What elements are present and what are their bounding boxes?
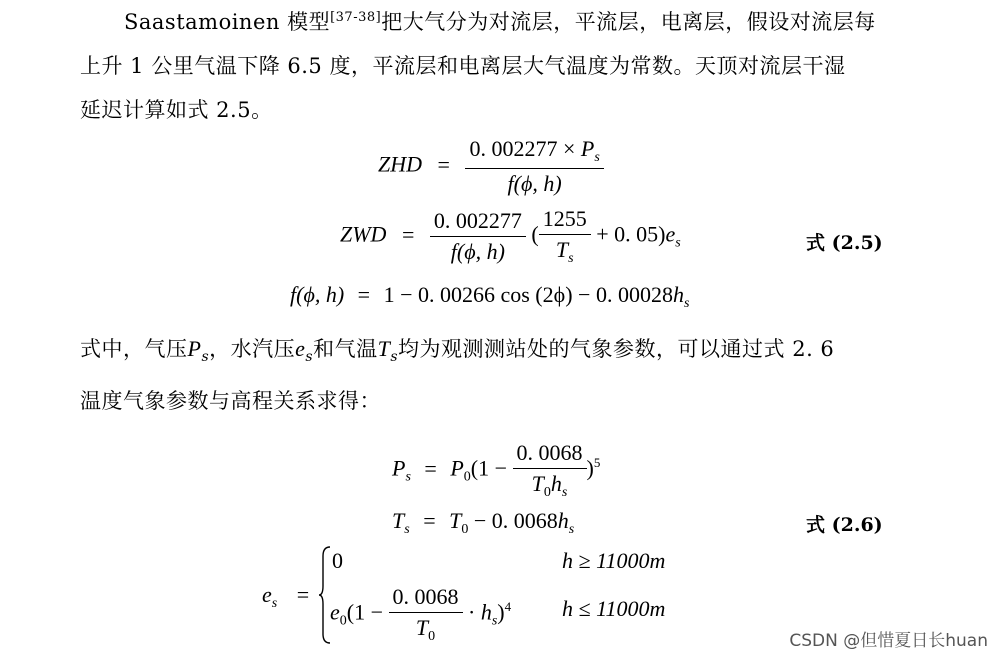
es-lhs: $e_s$ =: [262, 582, 310, 611]
paragraph2-line-2: 温度气象参数与高程关系求得：: [80, 389, 381, 413]
equation-label-2-5: 式 (2.5): [806, 232, 883, 254]
zhd-fraction: $\frac{0. 002277 \times P_s}{f(\phi, h)}$: [465, 136, 603, 197]
paragraph-line-2: 上升 1 公里气温下降 6.5 度，平流层和电离层大气温度为常数。天顶对流层干湿: [80, 54, 846, 78]
zwd-fraction: $\frac{0. 002277}{f(\phi, h)}$: [430, 208, 526, 265]
citation: [37-38]: [330, 10, 382, 25]
paragraph-line-3: 延迟计算如式 2.5。: [80, 98, 273, 122]
equation-zwd: ZWD = $\frac{0. 002277}{f(\phi, h)}$ ( $\frac{1255}{T_s}$ + 0. $05)e_s$: [340, 206, 681, 266]
paragraph-line-1: [80, 6, 876, 36]
text: Saastamoinen 模型: [124, 10, 331, 34]
case-2: $e_0(1$ − $\frac{0. 0068}{T_0}$ · $h_s)^4$: [330, 584, 512, 644]
zhd-lhs: ZHD: [378, 151, 423, 177]
paragraph2-line-1: 式中，气压$P_s$，水汽压$e_s$和气温$T_s$均为观测测站处的气象参数，可以通过式 2. 6: [80, 336, 835, 365]
zhd-num-const: 0. 002277 ×: [469, 136, 581, 161]
equation-zhd: [378, 136, 604, 197]
equation-ts: $T_s = T_0 - 0$. $0068h_s$: [392, 508, 575, 537]
watermark: CSDN @但惜夏日长huan: [789, 631, 988, 651]
case-1-condition: h ≥ 11000m: [562, 548, 666, 573]
zhd-den: f(ϕ, h): [507, 171, 562, 196]
text: 把大气分为对流层，平流层，电离层，假设对流层每: [381, 10, 876, 34]
es-fraction: $\frac{0. 0068}{T_0}$: [389, 584, 463, 645]
ts-fraction: $\frac{1255}{T_s}$: [539, 206, 591, 267]
case-2-condition: h ≤ 11000m: [562, 596, 666, 621]
equation-f: f(ϕ, h) = 1 − 0. 00266 cos (2ϕ) − 0. $00028h_s$: [290, 282, 690, 311]
zwd-lhs: ZWD: [340, 221, 387, 247]
equation-ps: $P_s = P_0(1$ − $\frac{0. 0068}{T_0h_s}$ )$^5$: [392, 440, 601, 500]
equation-label-2-6: 式 (2.6): [806, 514, 883, 536]
case-1: 0: [332, 548, 343, 573]
equals: =: [437, 151, 450, 177]
ps-fraction: $\frac{0. 0068}{T_0h_s}$: [513, 440, 587, 501]
